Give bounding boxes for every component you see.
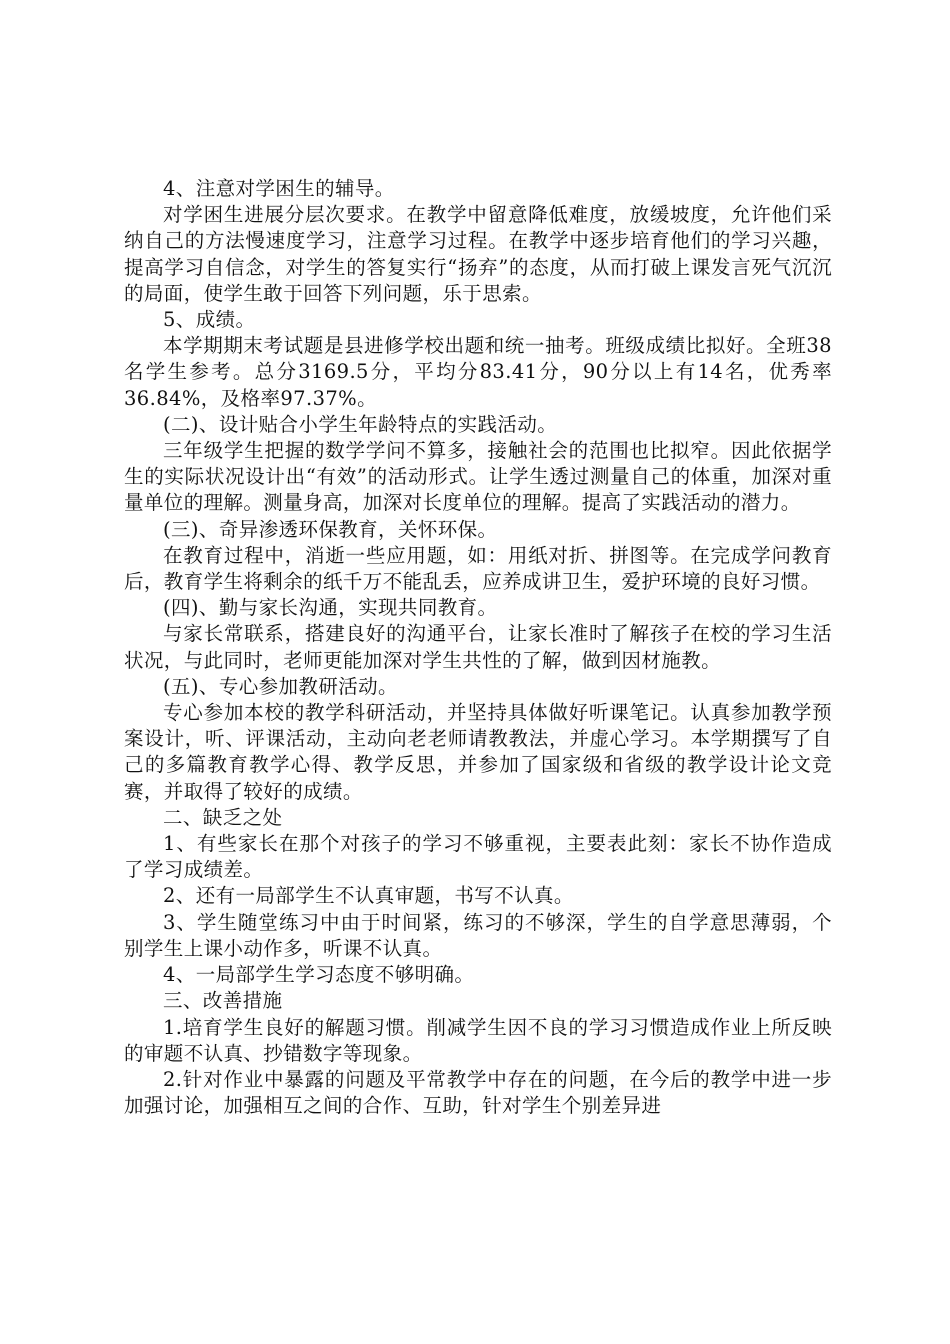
- paragraph-11: (五)、专心参加教研活动。: [163, 674, 398, 698]
- paragraph-7: (三)、奇异渗透环保教育，关怀环保。: [163, 517, 498, 541]
- document-body: [124, 176, 832, 1119]
- paragraph-18: 三、改善措施: [163, 989, 283, 1013]
- paragraph-12: 专心参加本校的教学科研活动，并坚持具体做好听课笔记。认真参加教学预案设计，听、评课活动，主动向老老师请教教法，并虚心学习。本学期撰写了自己的多篇教育教学心得、教学反思，并参加了国家级和省级的教学设计论文竞赛，并取得了较好的成绩。: [124, 701, 832, 803]
- paragraph-4: 本学期期末考试题是县进修学校出题和统一抽考。班级成绩比拟好。全班38名学生参考。总分3169.5分，平均分83.41分，90分以上有14名，优秀率36.84%，及格率97.37%。: [124, 334, 832, 410]
- paragraph-8: 在教育过程中，消逝一些应用题，如：用纸对折、拼图等。在完成学问教育后，教育学生将剩余的纸千万不能乱丢，应养成讲卫生，爱护环境的良好习惯。: [124, 543, 832, 594]
- paragraph-13: 二、缺乏之处: [163, 805, 283, 829]
- paragraph-15: 2、还有一局部学生不认真审题，书写不认真。: [163, 884, 574, 908]
- paragraph-14: 1、有些家长在那个对孩子的学习不够重视，主要表此刻：家长不协作造成了学习成绩差。: [124, 832, 832, 882]
- paragraph-6: 三年级学生把握的数学学问不算多，接触社会的范围也比拟窄。因此依据学生的实际状况设计出“有效”的活动形式。让学生透过测量自己的体重，加深对重量单位的理解。测量身高，加深对长度单位的理解。提高了实践活动的潜力。: [124, 439, 832, 515]
- paragraph-20: 2.针对作业中暴露的问题及平常教学中存在的问题，在今后的教学中进一步加强讨论，加强相互之间的合作、互助，针对学生个别差异进: [124, 1067, 832, 1118]
- paragraph-9: (四)、勤与家长沟通，实现共同教育。: [163, 596, 498, 620]
- paragraph-10: 与家长常联系，搭建良好的沟通平台，让家长准时了解孩子在校的学习生活状况，与此同时，老师更能加深对学生共性的了解，做到因材施教。: [124, 622, 832, 672]
- paragraph-2: 对学困生进展分层次要求。在教学中留意降低难度，放缓坡度，允许他们采纳自己的方法慢速度学习，注意学习过程。在教学中逐步培育他们的学习兴趣，提高学习自信念，对学生的答复实行“扬弃”的态度，从而打破上课发言死气沉沉的局面，使学生敢于回答下列问题，乐于思索。: [124, 203, 832, 305]
- paragraph-1: 4、注意对学困生的辅导。: [163, 177, 395, 200]
- paragraph-16: 3、学生随堂练习中由于时间紧，练习的不够深，学生的自学意思薄弱，个别学生上课小动作多，听课不认真。: [124, 910, 832, 960]
- paragraph-3: 5、成绩。: [163, 308, 256, 332]
- paragraph-17: 4、一局部学生学习态度不够明确。: [163, 963, 475, 987]
- paragraph-5: (二)、设计贴合小学生年龄特点的实践活动。: [163, 412, 558, 436]
- paragraph-19: 1.培育学生良好的解题习惯。削减学生因不良的学习习惯造成作业上所反映的审题不认真、抄错数字等现象。: [124, 1015, 832, 1065]
